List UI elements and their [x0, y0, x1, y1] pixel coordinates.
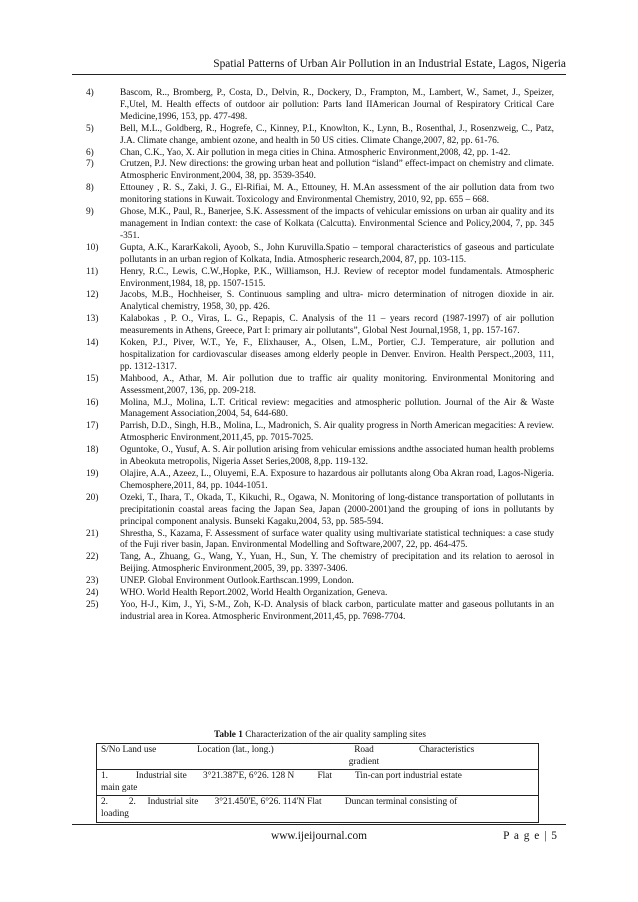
reference-number: 20) [86, 492, 99, 503]
col-sno-landuse: S/No Land use [101, 745, 157, 755]
reference-item [86, 600, 554, 624]
col-characteristics: Characteristics [419, 745, 475, 755]
reference-text: Gupta, A.K., KararKakoli, Ayoob, S., John Kuruvilla.Spatio – temporal characteristics of gaseous and particulate pollutants in an urban region of Kolkata, India. Atmospheric research,2004, 87, pp. 103-115. [120, 242, 554, 265]
reference-item [86, 552, 554, 576]
reference-text: Kalabokas , P. O., Viras, L. G., Repapis, C. Analysis of the 11 – years record (1987-1997) of air pollution measurements in Athens, Greece, Part I: primary air pollutants”, Global Nest Journal,1958, 1, pp. 157-167. [120, 314, 554, 337]
reference-number: 25) [86, 599, 99, 610]
reference-text: Yoo, H-J., Kim, J., Yi, S-M., Zoh, K-D. Analysis of black carbon, particulate matter and gaseous pollutants in an industrial area in Korea. Atmospheric Environment,2011,45, pp. 7698-7704. [120, 599, 554, 622]
reference-number: 11) [86, 266, 99, 277]
reference-number: 17) [86, 421, 99, 432]
reference-item [86, 398, 554, 422]
reference-number: 10) [86, 242, 99, 253]
reference-text: Crutzen, P.J. New directions: the growing urban heat and pollution “island” effect-impact on chemistry and climate. Atmospheric Environment,2004, 38, pp. 3539-3540. [120, 159, 554, 182]
table-label: Table 1 [214, 730, 243, 740]
reference-item [86, 148, 554, 160]
header-divider [72, 74, 566, 75]
reference-text: WHO. World Health Report.2002, World Health Organization, Geneva. [120, 588, 388, 599]
reference-number: 4) [86, 88, 94, 98]
reference-item [86, 576, 554, 588]
reference-text: Tang, A., Zhuang, G., Wang, Y., Yuan, H., Sun, Y. The chemistry of precipitation and its relation to aerosol in Beijing. Atmospheric Environment,2005, 39, pp. 3397-3406. [120, 552, 554, 575]
col-gradient-label: gradient [348, 756, 380, 767]
reference-text: Molina, M.J., Molina, L.T. Critical review: megacities and atmospheric pollution. Journal of the Air & Waste Management Association,2004, 54, 644-680. [120, 397, 554, 420]
reference-item [86, 338, 554, 374]
reference-text: Ghose, M.K., Paul, R., Banerjee, S.K. Assessment of the impacts of vehicular emissions on urban air quality and its management in Indian context: the case of Kolkata (Calcutta). Environmental Science and Policy,2004, 7, pp. 345 -351. [120, 207, 554, 241]
footer-divider [72, 824, 566, 825]
table-cell [97, 770, 539, 796]
reference-number: 21) [86, 528, 99, 539]
reference-item [86, 314, 554, 338]
reference-item [86, 374, 554, 398]
reference-text: Chan, C.K., Yao, X. Air pollution in mega cities in China. Atmospheric Environment,2008, 42, pp. 1-42. [120, 147, 511, 158]
reference-item [86, 529, 554, 553]
reference-text: Bell, M.L., Goldberg, R., Hogrefe, C., Kinney, P.I., Knowlton, K., Lynn, B., Rosenthal, J., Rosenzweig, C., Patz, J.A. Climate change, ambient ozone, and health in 50 US cities. Climate Change,2007, 82, pp. 61-76. [120, 123, 554, 146]
reference-number: 8) [86, 183, 94, 194]
row-1-line-2: main gate [101, 782, 138, 793]
reference-text: Henry, R.C., Lewis, C.W.,Hopke, P.K., Williamson, H.J. Review of receptor model fundamentals. Atmospheric Environment,1984, 18, pp. 1507-1515. [120, 266, 554, 289]
row-1-line-1: 1. Industrial site 3°21.387'E, 6°26. 128 N Flat Tin-can port industrial estate [101, 771, 462, 782]
reference-number: 18) [86, 445, 99, 456]
reference-item [86, 469, 554, 493]
col-road [333, 745, 395, 768]
reference-item [86, 445, 554, 469]
journal-url[interactable]: www.ijeijournal.com [270, 830, 368, 842]
reference-number: 9) [86, 207, 94, 218]
reference-item [86, 88, 554, 124]
reference-number: 23) [86, 576, 99, 587]
reference-item [86, 183, 554, 207]
table-caption-text: Characterization of the air quality sampling sites [245, 730, 426, 740]
reference-text: Jacobs, M.B., Hochheiser, S. Continuous sampling and ultra- micro determination of nitrogen dioxide in air. Analytical chemistry, 1958, 30, pp. 426. [120, 290, 554, 313]
reference-number: 22) [86, 552, 99, 563]
reference-text: Bascom, R.., Bromberg, P., Costa, D., Delvin, R., Dockery, D., Frampton, M., Lambert, W., Samet, J., Speizer, F.,Utel, M. Health effects of outdoor air pollution: Parts Iand IIAmerican Journal of Respiratory Critical Care Medicine,1996, 153, pp. 477-498. [120, 88, 554, 122]
reference-list [86, 88, 554, 624]
reference-number: 13) [86, 314, 99, 325]
table-cell [97, 796, 539, 822]
reference-text: Ettouney , R. S., Zaki, J. G., El-Rifiai, M. A., Ettouney, H. M.An assessment of the air pollution data from two monitoring stations in Kuwait. Toxicology and Environmental Chemistry, 2010, 92, pp. 655 – 668. [120, 183, 554, 206]
col-location: Location (lat., long.) [197, 745, 274, 755]
reference-item [86, 159, 554, 183]
table-header-row [97, 744, 539, 770]
reference-item [86, 124, 554, 148]
reference-text: Koken, P.J., Piver, W.T., Ye, F., Elixhauser, A., Olsen, L.M., Portier, C.J. Temperature, air pollution and hospitalization for cardiovascular diseases among elderly people in Denver. Environ. Health Perspect.,2003, 111, pp. 1312-1317. [120, 338, 554, 372]
row-2-line-2: loading [101, 808, 129, 819]
reference-item [86, 207, 554, 243]
row-2-line-1: 2. 2. Industrial site 3°21.450'E, 6°26. 114'N Flat Duncan terminal consisting of [101, 797, 458, 808]
reference-text: Parrish, D.D., Singh, H.B., Molina, L., Madronich, S. Air quality progress in North American megacities: A review. Atmospheric Environment,2011,45, pp. 7015-7025. [120, 421, 554, 444]
reference-number: 19) [86, 469, 99, 479]
reference-item [86, 243, 554, 267]
reference-number: 15) [86, 373, 99, 384]
sampling-sites-table [96, 743, 539, 823]
table-caption [86, 730, 554, 740]
table-row [97, 796, 539, 822]
reference-number: 5) [86, 123, 94, 134]
page-number: P a g e | 5 [503, 830, 558, 842]
reference-text: Shrestha, S., Kazama, F. Assessment of surface water quality using multivariate statistical techniques: a case study of the Fuji river basin, Japan. Environmental Modelling and Software,2007, 22, pp. 464-475. [120, 528, 554, 551]
reference-text: Mahbood, A., Athar, M. Air pollution due to traffic air quality monitoring. Environmental Monitoring and Assessment,2007, 136, pp. 209-218. [120, 373, 554, 396]
reference-number: 12) [86, 290, 99, 301]
reference-number: 16) [86, 397, 99, 408]
reference-item [86, 267, 554, 291]
reference-number: 14) [86, 338, 99, 349]
reference-text: UNEP. Global Environment Outlook.Earthscan.1999, London. [120, 576, 354, 587]
reference-item [86, 421, 554, 445]
reference-text: Oguntoke, O., Yusuf, A. S. Air pollution arising from vehicular emissions andthe associated human health problems in Abeokuta metropolis, Nigeria Asset Series,2008, 8,pp. 119-132. [120, 445, 554, 468]
reference-text: Ozeki, T., Ihara, T., Okada, T., Kikuchi, R., Ogawa, N. Monitoring of long-distance transportation of pollutants in precipitationin coastal areas facing the Japan Sea, Japan (2000-2001)and the grouping of ions in pollutants by principal component analysis. Bunseki Kagaku,2004, 53, pp. 585-594. [120, 492, 554, 527]
reference-text: Olajire, A.A., Azeez, L., Oluyemi, E.A. Exposure to hazardous air pollutants along Oba Akran road, Lagos-Nigeria. Chemosphere,2011, 84, pp. 1044-1051. [120, 469, 554, 491]
reference-item [86, 290, 554, 314]
reference-number: 7) [86, 159, 94, 170]
reference-number: 24) [86, 588, 99, 599]
reference-number: 6) [86, 147, 94, 158]
table-header-cell [97, 744, 539, 770]
col-road-label: Road [354, 745, 374, 755]
reference-item [86, 493, 554, 529]
running-title: Spatial Patterns of Urban Air Pollution in an Industrial Estate, Lagos, Nigeria [213, 58, 566, 70]
table-row [97, 770, 539, 796]
reference-item [86, 588, 554, 600]
